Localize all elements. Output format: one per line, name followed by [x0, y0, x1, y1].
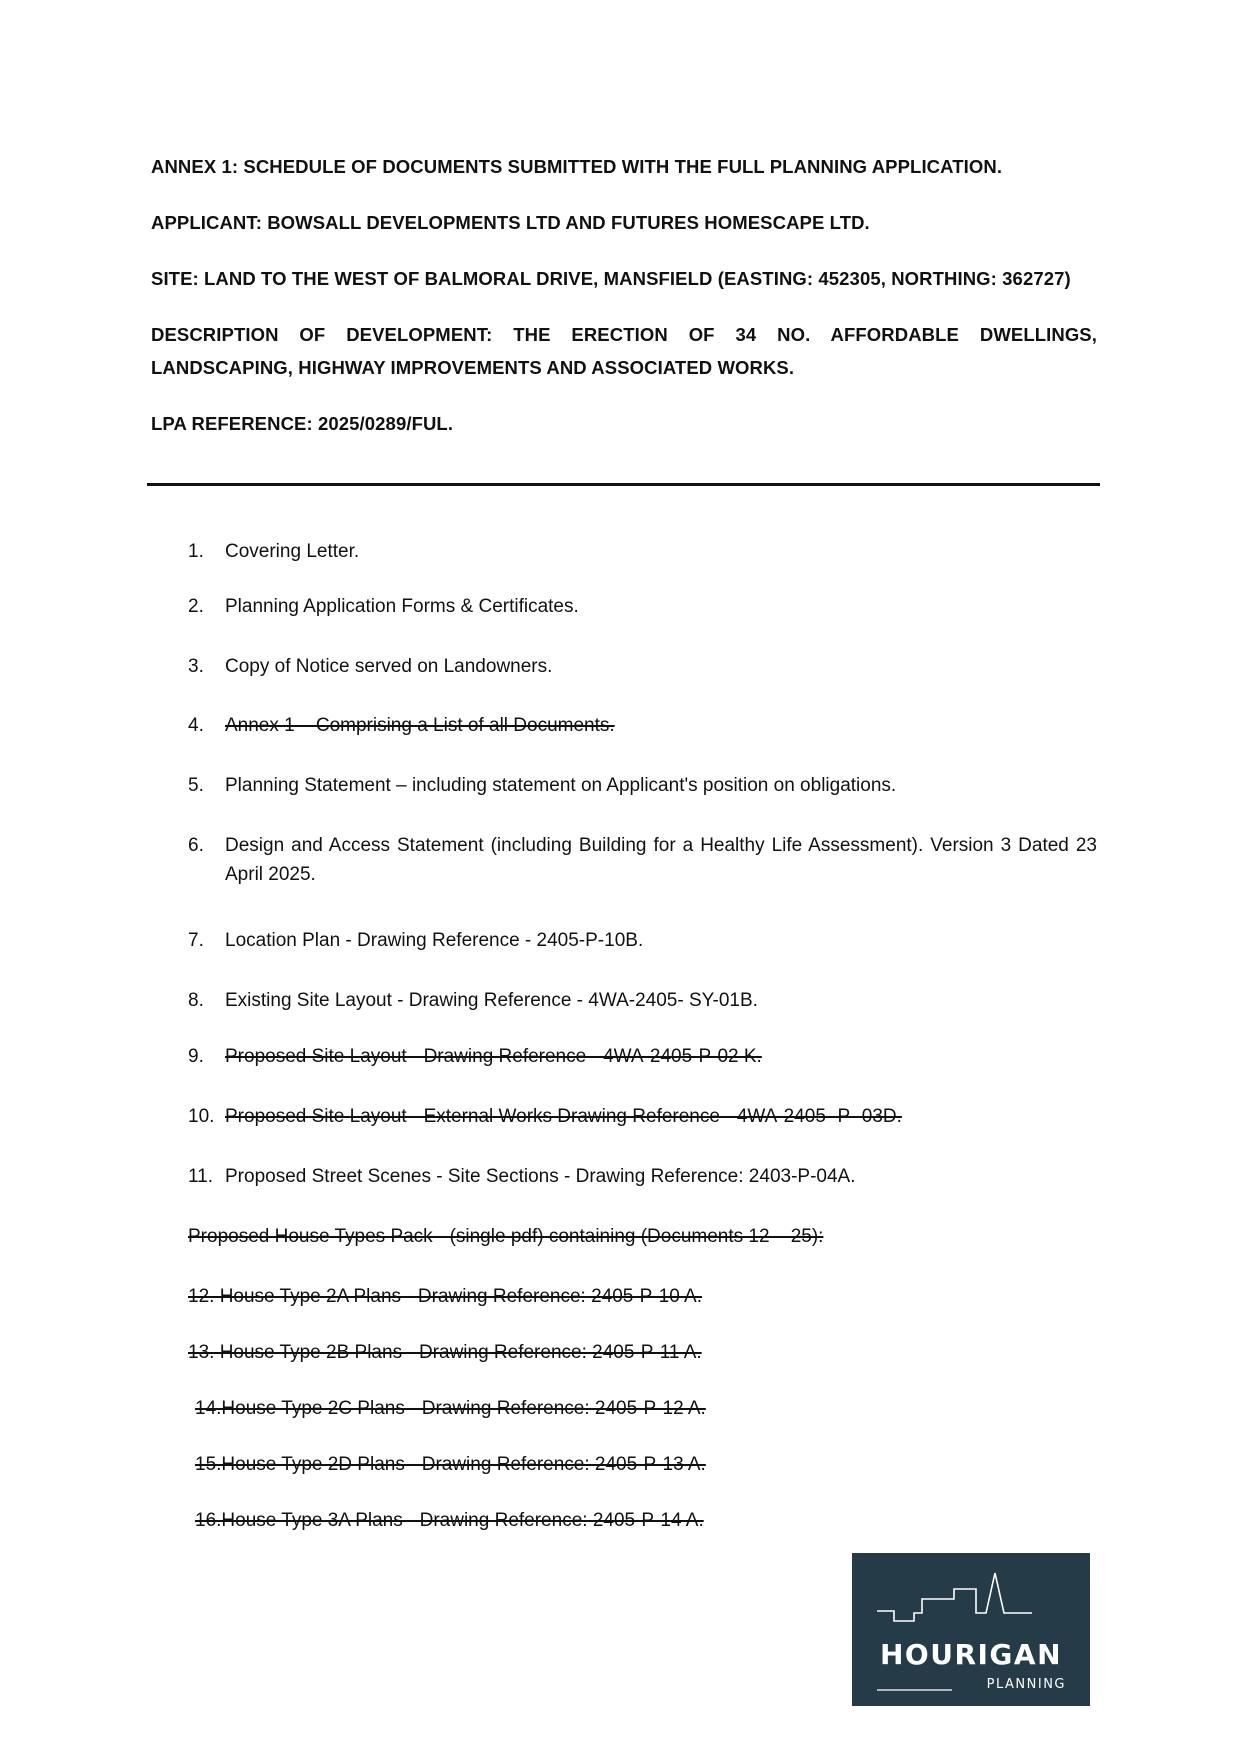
item-text: Planning Statement – including statement on Applicant's position on obligations. — [225, 775, 897, 796]
item-number: 6. — [188, 835, 204, 856]
document-item — [188, 592, 579, 621]
header-divider — [147, 483, 1100, 486]
document-item-struck — [188, 1102, 902, 1131]
logo-wordmark: HOURIGAN — [879, 1638, 1063, 1671]
document-item — [188, 771, 896, 800]
item-text: Proposed Site Layout - Drawing Reference - 4WA-2405-P-02 K. — [225, 1046, 762, 1067]
house-type-item: 13. House Type 2B Plans - Drawing Reference: 2405-P-11 A. — [188, 1342, 702, 1363]
item-number: 3. — [188, 656, 204, 677]
annex-title: ANNEX 1: SCHEDULE OF DOCUMENTS SUBMITTED WITH THE FULL PLANNING APPLICATION. — [151, 156, 1003, 177]
house-type-item: 15.House Type 2D Plans - Drawing Reference: 2405-P-13 A. — [195, 1454, 706, 1475]
logo-subtitle: PLANNING — [986, 1677, 1066, 1692]
document-item — [188, 986, 758, 1015]
item-number: 4. — [188, 715, 204, 736]
site-line: SITE: LAND TO THE WEST OF BALMORAL DRIVE, MANSFIELD (EASTING: 452305, NORTHING: 362727) — [151, 268, 1071, 289]
item-text: Covering Letter. — [225, 541, 360, 562]
item-text: Proposed Site Layout - External Works Drawing Reference - 4WA-2405- P- 03D. — [225, 1106, 902, 1127]
document-header — [151, 150, 1097, 463]
document-item — [188, 831, 1097, 889]
item-text: Copy of Notice served on Landowners. — [225, 656, 553, 677]
document-item — [188, 926, 643, 955]
item-number: 9. — [188, 1046, 204, 1067]
house-type-item: 12. House Type 2A Plans - Drawing Reference: 2405-P-10 A. — [188, 1286, 703, 1307]
item-text: Planning Application Forms & Certificates. — [225, 596, 579, 617]
document-item-struck — [188, 1042, 762, 1071]
item-number: 2. — [188, 596, 204, 617]
item-text: Location Plan - Drawing Reference - 2405-P-10B. — [225, 930, 644, 951]
item-number: 1. — [188, 541, 204, 562]
item-text: Design and Access Statement (including Building for a Healthy Life Assessment). Version 3 Dated 23 April 2025. — [225, 835, 1097, 885]
document-item — [188, 652, 552, 681]
house-type-item: 14.House Type 2C Plans - Drawing Reference: 2405-P-12 A. — [195, 1398, 706, 1419]
document-item — [188, 1162, 856, 1191]
item-number: 10. — [188, 1106, 215, 1127]
hourigan-planning-logo — [852, 1553, 1090, 1706]
item-text: Existing Site Layout - Drawing Reference - 4WA-2405- SY-01B. — [225, 990, 758, 1011]
development-description: DESCRIPTION OF DEVELOPMENT: THE ERECTION OF 34 NO. AFFORDABLE DWELLINGS, LANDSCAPING, HIGHWAY IMPROVEMENTS AND ASSOCIATED WORKS. — [151, 324, 1097, 378]
item-number: 8. — [188, 990, 204, 1011]
item-number: 7. — [188, 930, 204, 951]
applicant-line: APPLICANT: BOWSALL DEVELOPMENTS LTD AND FUTURES HOMESCAPE LTD. — [151, 212, 870, 233]
item-text: Annex 1 – Comprising a List of all Documents. — [225, 715, 615, 736]
item-number: 11. — [188, 1166, 214, 1187]
item-text: Proposed Street Scenes - Site Sections - Drawing Reference: 2403-P-04A. — [225, 1166, 856, 1187]
item-number: 5. — [188, 775, 204, 796]
document-item — [188, 537, 359, 566]
document-item-struck — [188, 711, 615, 740]
lpa-reference: LPA REFERENCE: 2025/0289/FUL. — [151, 413, 454, 434]
house-types-pack-heading: Proposed House Types Pack - (single pdf) containing (Documents 12 – 25): — [188, 1226, 824, 1247]
house-type-item: 16.House Type 3A Plans - Drawing Reference: 2405-P-14 A. — [195, 1510, 704, 1531]
